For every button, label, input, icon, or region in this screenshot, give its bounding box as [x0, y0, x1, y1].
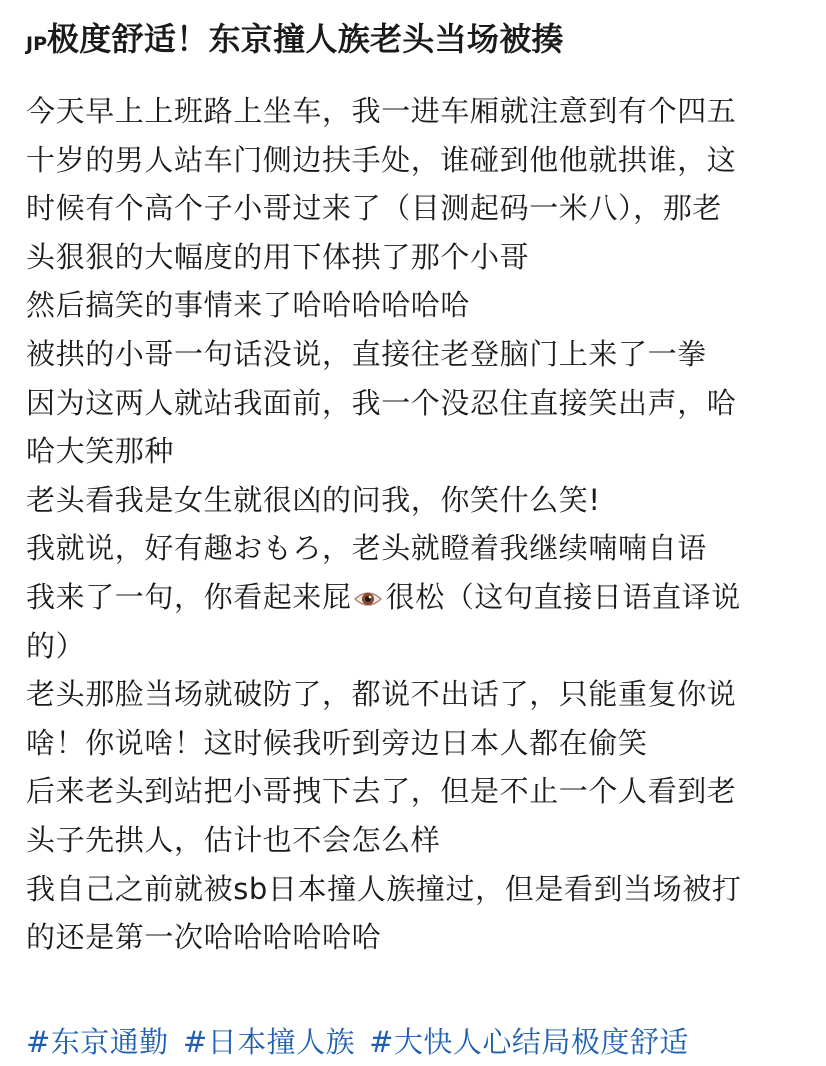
- body-line: 老头看我是女生就很凶的问我，你笑什么笑!: [26, 482, 601, 517]
- body-line: 的）: [26, 628, 86, 663]
- emoji-line-before: 我来了一句，你看起来屁: [26, 579, 352, 614]
- post-container: [26, 14, 816, 1066]
- body-line: 被拱的小哥一句话没说，直接往老登脑门上来了一拳: [26, 336, 707, 371]
- hashtag-link[interactable]: #东京通勤: [26, 1024, 169, 1059]
- body-line: 头子先拱人，估计也不会怎么样: [26, 822, 441, 857]
- body-line: 老头那脸当场就破防了，都说不出话了，只能重复你说: [26, 677, 737, 712]
- body-line-with-emoji: [26, 573, 816, 622]
- body-line: 的还是第一次哈哈哈哈哈哈: [26, 920, 382, 955]
- hashtag-row: [26, 1018, 816, 1066]
- body-line: 然后搞笑的事情来了哈哈哈哈哈哈: [26, 288, 471, 323]
- body-line: 十岁的男人站车门侧边扶手处，谁碰到他他就拱谁，这: [26, 142, 737, 177]
- body-line: 时候有个高个子小哥过来了（目测起码一米八），那老: [26, 191, 722, 226]
- title-text: 极度舒适！东京撞人族老头当场被揍: [47, 20, 564, 58]
- body-line: 后来老头到站把小哥拽下去了，但是不止一个人看到老: [26, 774, 737, 809]
- spacer: [26, 962, 816, 1018]
- body-line: 因为这两人就站我面前，我一个没忍住直接笑出声，哈: [26, 385, 737, 420]
- body-line: 我自己之前就被sb日本撞人族撞过，但是看到当场被打: [26, 871, 742, 906]
- body-line: 啥！你说啥！这时候我听到旁边日本人都在偷笑: [26, 725, 648, 760]
- body-line: 今天早上上班路上坐车，我一进车厢就注意到有个四五: [26, 94, 737, 128]
- body-line: 头狠狠的大幅度的用下体拱了那个小哥: [26, 239, 530, 274]
- body-line: 哈大笑那种: [26, 434, 175, 469]
- title-prefix: JP: [26, 33, 47, 55]
- hashtag-link[interactable]: #日本撞人族: [182, 1024, 356, 1059]
- emoji-line-after: 很松（这句直接日语直译说: [385, 579, 741, 614]
- body-line: 我就说，好有趣おもろ，老头就瞪着我继续喃喃自语: [26, 531, 707, 566]
- post-title: [26, 14, 816, 64]
- hashtag-link[interactable]: #大快人心结局极度舒适: [369, 1024, 689, 1059]
- post-body: [26, 87, 816, 962]
- eye-icon: [354, 575, 382, 595]
